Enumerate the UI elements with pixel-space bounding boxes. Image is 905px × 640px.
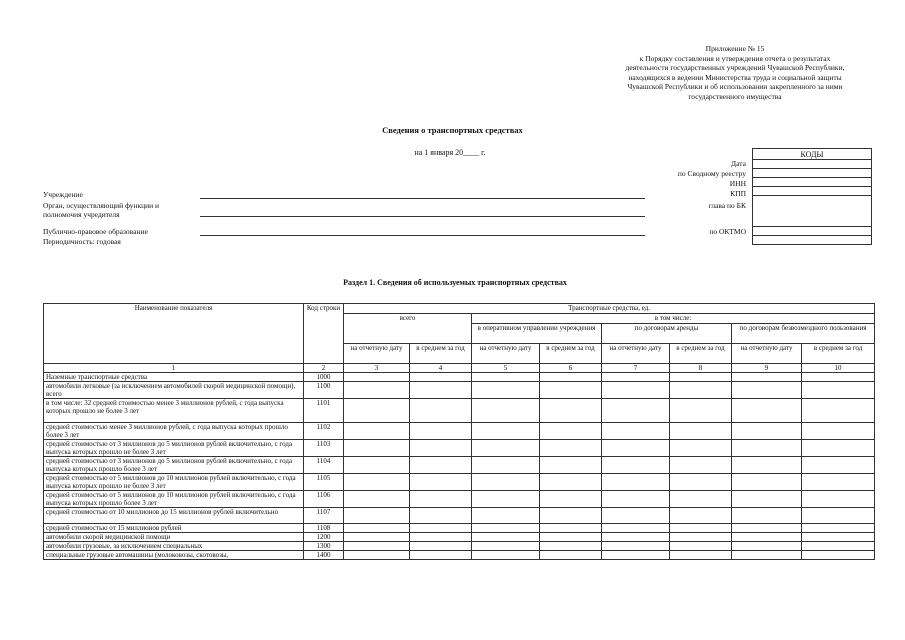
value-cell[interactable]	[802, 524, 875, 533]
column-number: 6	[540, 364, 602, 373]
col-header-average: в среднем за год	[540, 344, 602, 364]
value-cell[interactable]	[670, 551, 732, 560]
legal-form-label: Публично-правовое образование	[43, 227, 148, 236]
founder-field[interactable]	[200, 216, 645, 217]
value-cell[interactable]	[602, 440, 670, 457]
value-cell[interactable]	[602, 382, 670, 399]
value-cell[interactable]	[344, 542, 410, 551]
value-cell[interactable]	[410, 440, 472, 457]
value-cell[interactable]	[410, 508, 472, 524]
table-row	[44, 508, 875, 524]
value-cell[interactable]	[602, 373, 670, 382]
col-header-operative: в оперативном управлении учреждения	[472, 324, 602, 344]
code-cell-inn[interactable]	[753, 178, 872, 187]
value-cell[interactable]	[410, 399, 472, 423]
col-header-including: в том числе:	[472, 314, 875, 324]
value-cell[interactable]	[802, 457, 875, 474]
table-row	[44, 457, 875, 474]
value-cell[interactable]	[670, 457, 732, 474]
value-cell[interactable]	[602, 524, 670, 533]
row-code: 1102	[304, 423, 344, 440]
institution-label: Учреждение	[43, 190, 83, 199]
code-cell-oktmo[interactable]	[753, 227, 872, 236]
value-cell[interactable]	[732, 508, 802, 524]
code-cell-kpp[interactable]	[753, 187, 872, 196]
column-number: 1	[44, 364, 304, 373]
col-header-at-date: на отчетную дату	[472, 344, 540, 364]
value-cell[interactable]	[410, 457, 472, 474]
value-cell[interactable]	[670, 542, 732, 551]
row-code: 1101	[304, 399, 344, 423]
value-cell[interactable]	[344, 382, 410, 399]
value-cell[interactable]	[472, 542, 540, 551]
col-header-at-date: на отчетную дату	[344, 344, 410, 364]
row-name: средней стоимостью от 15 миллионов рублей	[44, 524, 304, 533]
row-name: автомобили грузовые, за исключением специальных	[44, 542, 304, 551]
value-cell[interactable]	[602, 542, 670, 551]
appendix-block	[590, 44, 880, 101]
value-cell[interactable]	[410, 524, 472, 533]
value-cell[interactable]	[540, 508, 602, 524]
appendix-line: государственного имущества	[688, 91, 782, 101]
value-cell[interactable]	[344, 423, 410, 440]
value-cell[interactable]	[670, 474, 732, 491]
value-cell[interactable]	[540, 399, 602, 423]
column-number: 10	[802, 364, 875, 373]
value-cell[interactable]	[732, 542, 802, 551]
value-cell[interactable]	[802, 551, 875, 560]
row-code: 1000	[304, 373, 344, 382]
codes-label-inn: ИНН	[729, 179, 746, 188]
value-cell[interactable]	[472, 440, 540, 457]
table-row	[44, 423, 875, 440]
table-row	[44, 524, 875, 533]
value-cell[interactable]	[732, 399, 802, 423]
column-number: 8	[670, 364, 732, 373]
row-code: 1100	[304, 382, 344, 399]
row-code: 1400	[304, 551, 344, 560]
value-cell[interactable]	[670, 524, 732, 533]
column-number: 9	[732, 364, 802, 373]
value-cell[interactable]	[732, 440, 802, 457]
value-cell[interactable]	[472, 551, 540, 560]
value-cell[interactable]	[344, 440, 410, 457]
column-number: 7	[602, 364, 670, 373]
value-cell[interactable]	[472, 524, 540, 533]
value-cell[interactable]	[602, 551, 670, 560]
value-cell[interactable]	[802, 399, 875, 423]
appendix-line: Приложение № 15	[705, 44, 765, 53]
code-cell-registry[interactable]	[753, 169, 872, 178]
value-cell[interactable]	[602, 474, 670, 491]
value-cell[interactable]	[410, 533, 472, 542]
col-header-at-date: на отчетную дату	[732, 344, 802, 364]
table-row	[44, 491, 875, 508]
value-cell[interactable]	[670, 491, 732, 508]
value-cell[interactable]	[344, 491, 410, 508]
value-cell[interactable]	[670, 423, 732, 440]
row-code: 1103	[304, 440, 344, 457]
value-cell[interactable]	[344, 474, 410, 491]
value-cell[interactable]	[802, 474, 875, 491]
value-cell[interactable]	[802, 373, 875, 382]
column-number: 5	[472, 364, 540, 373]
value-cell[interactable]	[472, 399, 540, 423]
value-cell[interactable]	[732, 373, 802, 382]
row-name: средней стоимостью от 5 миллионов до 10 миллионов рублей включительно, с года выпуска которых прошло не более 3 лет	[44, 474, 304, 491]
value-cell[interactable]	[670, 373, 732, 382]
value-cell[interactable]	[344, 508, 410, 524]
value-cell[interactable]	[410, 373, 472, 382]
value-cell[interactable]	[410, 382, 472, 399]
value-cell[interactable]	[602, 491, 670, 508]
codes-label-kpp: КПП	[730, 189, 746, 198]
value-cell[interactable]	[472, 491, 540, 508]
value-cell[interactable]	[670, 440, 732, 457]
value-cell[interactable]	[732, 533, 802, 542]
value-cell[interactable]	[540, 423, 602, 440]
value-cell[interactable]	[472, 474, 540, 491]
row-name: средней стоимостью от 5 миллионов до 10 миллионов рублей включительно, с года выпуска которых прошло более 3 лет	[44, 491, 304, 508]
row-name: автомобили скорой медицинской помощи	[44, 533, 304, 542]
value-cell[interactable]	[670, 533, 732, 542]
document-title: Сведения о транспортных средствах	[382, 125, 523, 135]
appendix-line: деятельности государственных учреждений Чувашской Республики,	[625, 63, 845, 72]
value-cell[interactable]	[802, 423, 875, 440]
value-cell[interactable]	[344, 533, 410, 542]
col-header-code: Код строки	[304, 304, 344, 364]
row-name: в том числе: 32 средней стоимостью менее 3 миллионов рублей, с года выпуска которых прошло не более 3 лет	[44, 399, 304, 423]
section-title: Раздел 1. Сведения об используемых транспортных средствах	[343, 278, 567, 287]
value-cell[interactable]	[344, 457, 410, 474]
row-code: 1106	[304, 491, 344, 508]
value-cell[interactable]	[344, 399, 410, 423]
codes-table	[752, 148, 872, 245]
value-cell[interactable]	[802, 491, 875, 508]
code-cell-date[interactable]	[753, 160, 872, 169]
value-cell[interactable]	[732, 551, 802, 560]
value-cell[interactable]	[540, 440, 602, 457]
value-cell[interactable]	[472, 508, 540, 524]
value-cell[interactable]	[472, 533, 540, 542]
value-cell[interactable]	[602, 508, 670, 524]
founder-label: Орган, осуществляющий функции и полномочия учредителя	[43, 201, 160, 219]
row-name: автомобили легковые (за исключением автомобилей скорой медицинской помощи), всего	[44, 382, 304, 399]
value-cell[interactable]	[732, 382, 802, 399]
codes-label-registry: по Сводному реестру	[677, 169, 746, 178]
value-cell[interactable]	[802, 542, 875, 551]
value-cell[interactable]	[670, 382, 732, 399]
value-cell[interactable]	[602, 423, 670, 440]
codes-header: КОДЫ	[753, 149, 872, 160]
value-cell[interactable]	[602, 399, 670, 423]
value-cell[interactable]	[602, 457, 670, 474]
appendix-line: Чувашской Республики и об использовании закрепленного за ними	[627, 82, 843, 91]
value-cell[interactable]	[602, 533, 670, 542]
value-cell[interactable]	[540, 524, 602, 533]
code-cell-bk[interactable]	[753, 196, 872, 227]
value-cell[interactable]	[410, 474, 472, 491]
value-cell[interactable]	[670, 399, 732, 423]
value-cell[interactable]	[540, 542, 602, 551]
col-header-lease: по договорам аренды	[602, 324, 732, 344]
codes-label-oktmo: по ОКТМО	[709, 227, 746, 236]
value-cell[interactable]	[802, 508, 875, 524]
row-code: 1104	[304, 457, 344, 474]
table-row	[44, 399, 875, 423]
value-cell[interactable]	[802, 382, 875, 399]
value-cell[interactable]	[540, 382, 602, 399]
value-cell[interactable]	[344, 373, 410, 382]
value-cell[interactable]	[472, 373, 540, 382]
value-cell[interactable]	[472, 457, 540, 474]
col-header-average: в среднем за год	[670, 344, 732, 364]
row-code: 1108	[304, 524, 344, 533]
col-header-total: всего	[344, 314, 472, 344]
institution-field[interactable]	[200, 198, 645, 199]
table-row	[44, 440, 875, 457]
value-cell[interactable]	[540, 457, 602, 474]
value-cell[interactable]	[472, 382, 540, 399]
value-cell[interactable]	[540, 533, 602, 542]
value-cell[interactable]	[732, 491, 802, 508]
value-cell[interactable]	[540, 373, 602, 382]
value-cell[interactable]	[540, 474, 602, 491]
row-name: средней стоимостью от 3 миллионов до 5 миллионов рублей включительно, с года выпуска которых прошло более 3 лет	[44, 457, 304, 474]
row-name: специальные грузовые автомашины (молоковозы, скотовозы,	[44, 551, 304, 560]
table-row	[44, 551, 875, 560]
column-number-row	[44, 364, 875, 373]
col-header-name: Наименование показателя	[44, 304, 304, 364]
col-header-group: Транспортные средства, ед.	[344, 304, 875, 314]
col-header-free-use: по договорам безвозмездного пользования	[732, 324, 875, 344]
appendix-line: к Порядку составления и утверждения отчета о результатах	[639, 53, 831, 63]
value-cell[interactable]	[410, 551, 472, 560]
value-cell[interactable]	[344, 551, 410, 560]
value-cell[interactable]	[670, 508, 732, 524]
code-cell-empty[interactable]	[753, 236, 872, 245]
report-date: на 1 января 20____ г.	[414, 148, 486, 157]
row-name: средней стоимостью менее 3 миллионов рублей, с года выпуска которых прошло более 3 лет	[44, 423, 304, 440]
value-cell[interactable]	[410, 491, 472, 508]
value-cell[interactable]	[732, 423, 802, 440]
row-name: Наземные транспортные средства	[44, 373, 304, 382]
value-cell[interactable]	[802, 533, 875, 542]
column-number: 4	[410, 364, 472, 373]
table-row	[44, 533, 875, 542]
value-cell[interactable]	[540, 551, 602, 560]
column-number: 3	[344, 364, 410, 373]
column-number: 2	[304, 364, 344, 373]
value-cell[interactable]	[732, 474, 802, 491]
value-cell[interactable]	[410, 423, 472, 440]
row-code: 1105	[304, 474, 344, 491]
row-code: 1300	[304, 542, 344, 551]
row-name: средней стоимостью от 10 миллионов до 15 миллионов рублей включительно	[44, 508, 304, 524]
transport-table	[43, 303, 875, 560]
codes-label-bk: глава по БК	[708, 201, 746, 210]
value-cell[interactable]	[732, 524, 802, 533]
value-cell[interactable]	[732, 457, 802, 474]
value-cell[interactable]	[344, 524, 410, 533]
col-header-average: в среднем за год	[802, 344, 875, 364]
table-row	[44, 542, 875, 551]
appendix-line: находящихся в ведении Министерства труда и социальной защиты	[628, 72, 842, 82]
codes-label-date: Дата	[731, 159, 746, 168]
periodicity-label: Периодичность: годовая	[43, 237, 121, 246]
value-cell[interactable]	[802, 440, 875, 457]
row-name: средней стоимостью от 3 миллионов до 5 миллионов рублей включительно, с года выпуска которых прошло не более 3 лет	[44, 440, 304, 457]
table-row	[44, 382, 875, 399]
row-code: 1200	[304, 533, 344, 542]
value-cell[interactable]	[472, 423, 540, 440]
table-row	[44, 373, 875, 382]
table-row	[44, 474, 875, 491]
col-header-at-date: на отчетную дату	[602, 344, 670, 364]
row-code: 1107	[304, 508, 344, 524]
value-cell[interactable]	[540, 491, 602, 508]
value-cell[interactable]	[410, 542, 472, 551]
col-header-average: в среднем за год	[410, 344, 472, 364]
